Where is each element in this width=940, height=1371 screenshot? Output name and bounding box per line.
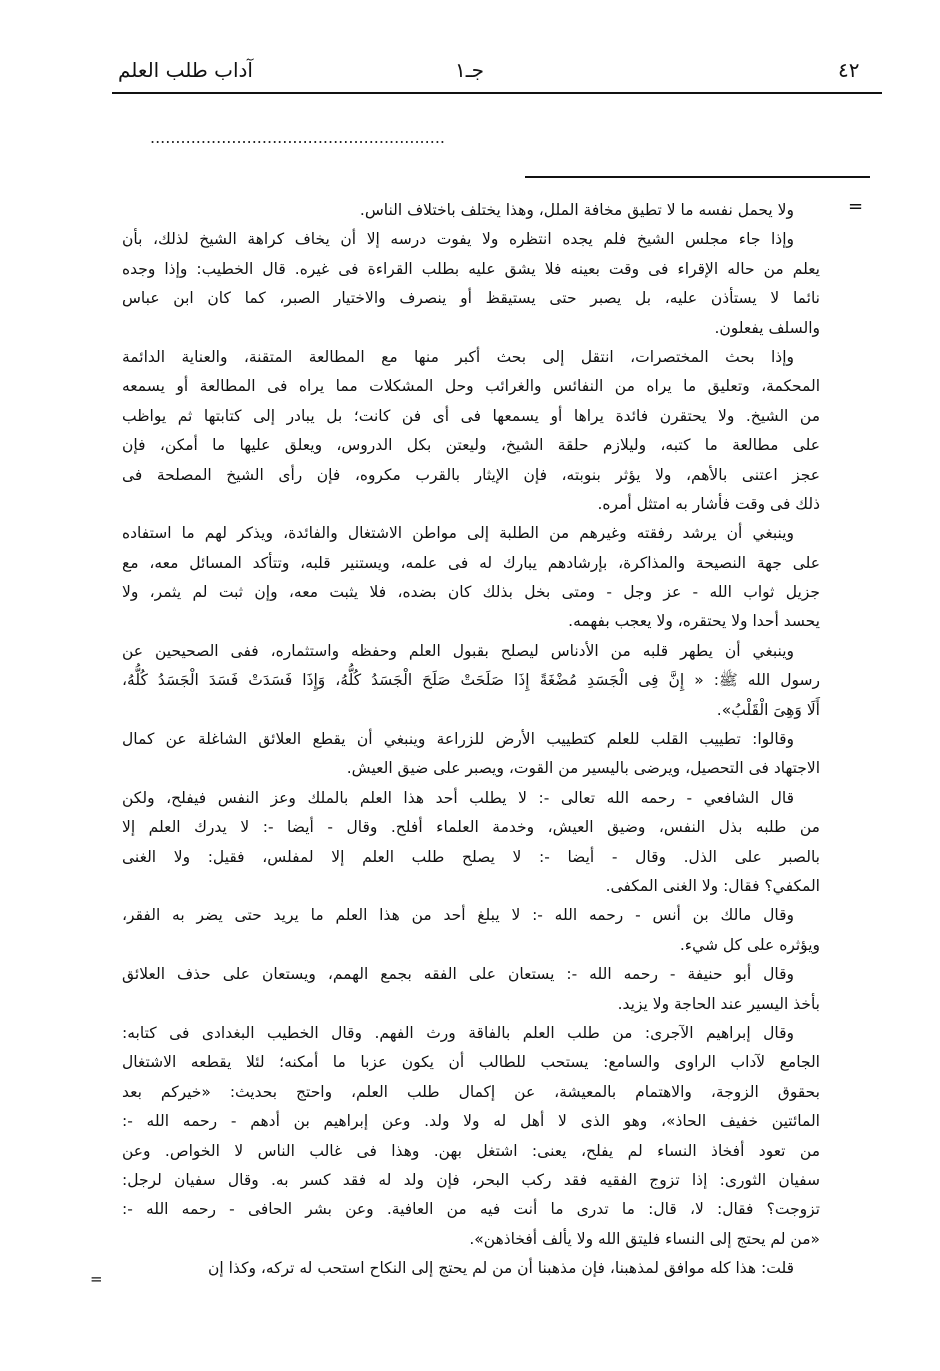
body-text bbox=[122, 196, 820, 1283]
text-line: من الشيخ. ولا يحتقرن فائدة يراها أو يسمعها فى أى فن كانت؛ بل يبادر إلى كتابتها ثم يواظب bbox=[122, 406, 820, 425]
text-line: وينبغي أن يطهر قلبه من الأدناس ليصلح بقبول العلم وحفظه واستثماره، ففى الصحيحين عن bbox=[122, 641, 794, 660]
text-line: وإذا بحث المختصرات، انتقل إلى بحث أكبر منها مع المطالعة المتقنة، والعناية الدائمة bbox=[122, 347, 794, 366]
separator-dots: .......................................................... bbox=[150, 128, 445, 147]
text-line: من طلبه بذل النفس، وضيق العيش، وخدمة العلماء أفلح. وقال - أيضا -: لا يدرك العلم إلا bbox=[122, 818, 820, 837]
text-line: من تعود أفخاذ النساء لم يفلح، يعنى: اشتغل بهن. وهذا فى غالب الناس لا الخواص. وعن bbox=[122, 1141, 820, 1160]
paragraph bbox=[122, 960, 820, 1019]
text-line: قلت: هذا كله موافق لمذهبنا، فإن مذهبنا أن من لم يحتج إلى النكاح استحب له تركه، وكذا إن bbox=[208, 1259, 794, 1278]
text-line: الجامع لآداب الراوى والسامع: يستحب للطالب أن يكون عزبا ما أمكنه؛ لئلا يقطعه الاشتغال bbox=[122, 1053, 820, 1072]
text-line: رسول الله ﷺ: « إِنَّ فِى الْجَسَدِ مُضْغَةً إِذَا صَلَحَتْ صَلَحَ الْجَسَدُ كُلُّهُ، وَإِذَا فَسَدَتْ فَسَدَ الْجَسَدُ كُلُّهُ، bbox=[122, 671, 820, 690]
book-title: آداب طلب العلم bbox=[118, 58, 253, 82]
paragraph bbox=[122, 1019, 820, 1254]
text-line: جزيل ثواب الله - عز وجل - ومتى بخل بذلك كان بضده، فلا يثبت معه، وإن ثبت لم يثمر، ولا bbox=[122, 583, 820, 602]
text-line: تزوجت؟ فقال: لا، قال: ما تدرى ما أنت فيه من العافية. وعن بشر الحافى - رحمه الله -: bbox=[122, 1200, 820, 1219]
text-line: ذلك فى وقت فأشار به امتثل أمره. bbox=[597, 494, 820, 513]
text-line: بحقوق الزوجة، والاهتمام بالمعيشة، عن إكمال طلب العلم، واحتج بحديث: «خيركم بعد bbox=[122, 1082, 820, 1101]
text-line: وقال مالك بن أنس - رحمه الله -: لا يبلغ أحد من هذا العلم ما يريد حتى يضر به الفقر، bbox=[122, 906, 794, 925]
paragraph bbox=[122, 225, 820, 343]
text-line: على مطالعة ما كتبه، وليلازم حلقة الشيخ، وليعتن بكل الدروس، ويعلق عليها ما أمكن، فإن bbox=[122, 436, 820, 455]
paragraph bbox=[122, 725, 820, 784]
text-line: يحسد أحدا ولا يحتقره، ولا يعجب بفهمه. bbox=[568, 612, 820, 631]
text-line: وقال إبراهيم الآجرى: من طلب العلم بالفاقة ورث الفهم. وقال الخطيب البغدادى فى كتابه: bbox=[122, 1023, 794, 1042]
text-line: بالصبر على الذل. وقال - أيضا -: لا يصلح طلب العلم إلا لمفلس، فقيل: ولا الغنى bbox=[122, 847, 820, 866]
text-line: أَلَا وَهِىَ الْقَلْبُ». bbox=[716, 700, 820, 719]
text-line: على جهة النصيحة والمذاكرة، بإرشادهم يبارك له فى علمه، ويستنير قلبه، وتتأكد المسائل معه، مع bbox=[122, 553, 820, 572]
text-line: عجز اعتنى بالأهم، ولا يؤثر بنوبته، فإن الإيثار بالقرب مكروه، فإن رأى الشيخ المصلحة فى bbox=[122, 465, 820, 484]
volume-label: جـ١ bbox=[455, 58, 484, 82]
text-line: وقال أبو حنيفة - رحمه الله -: يستعان على الفقه بجمع الهمم، ويستعان على حذف العلائق bbox=[122, 965, 794, 984]
text-line: بأخذ اليسير عند الحاجة ولا يزيد. bbox=[617, 994, 820, 1013]
text-line: ويؤثره على كل شيء. bbox=[679, 935, 820, 954]
paragraph bbox=[122, 343, 820, 519]
paragraph bbox=[122, 901, 820, 960]
page-number: ٤٢ bbox=[838, 58, 860, 82]
text-line: المكفي؟ فقال: ولا الغنى المكفى. bbox=[605, 876, 820, 895]
text-line: قال الشافعي - رحمه الله تعالى -: لا يطلب أحد هذا العلم بالملك وعز النفس فيفلح، ولكن bbox=[122, 788, 794, 807]
paragraph bbox=[122, 196, 820, 225]
text-line: وقالوا: تطييب القلب للعلم كتطييب الأرض للزراعة وينبغي أن يقطع العلائق الشاغلة عن كمال bbox=[122, 730, 794, 749]
paragraph bbox=[122, 519, 820, 637]
text-line: والسلف يفعلون. bbox=[714, 318, 820, 337]
text-line: المائتين خفيف الحاذ»، وهو الذى لا أهل له ولا ولد. وعن إبراهيم بن أدهم - رحمه الله -: bbox=[122, 1112, 820, 1131]
text-line: الاجتهاد فى التحصيل، ويرضى باليسير من القوت، ويصبر على ضيق العيش. bbox=[346, 759, 820, 778]
text-line: وينبغي أن يرشد رفقته وغيرهم من الطلبة إلى مواطن الاشتغال والفائدة، ويذكر لهم ما استفاده bbox=[122, 524, 794, 543]
header-rule bbox=[112, 92, 882, 94]
text-line: نائما لا يستأذن عليه، بل يصبر حتى يستيقظ أو ينصرف والاختيار الصبر، كما كان ابن عباس bbox=[122, 289, 820, 308]
footnote-rule bbox=[525, 176, 870, 178]
text-line: المحكمة، وتعليق ما يراه من النفائس والغرائب وحل المشكلات مما يراه فى المطالعة أو يسمعه bbox=[122, 377, 820, 396]
text-line: يعلم من حاله الإقراء فى وقت بعينه فلا يشق عليه بطلب القراءة فى غيره. قال الخطيب: وإذا وجده bbox=[122, 259, 820, 278]
text-line: ولا يحمل نفسه ما لا تطيق مخافة الملل، وهذا يختلف باختلاف الناس. bbox=[359, 201, 794, 219]
paragraph bbox=[122, 637, 820, 725]
paragraph bbox=[122, 1254, 820, 1283]
continuation-mark-top: = bbox=[848, 196, 864, 217]
text-line: وإذا جاء مجلس الشيخ فلم يجده انتظره ولا يفوت درسه إلا أن يخاف كراهة الشيخ لذلك، بأن bbox=[122, 230, 794, 249]
text-line: سفيان الثورى: إذا تزوج الفقيه فقد ركب البحر، فإن ولد له فقد كسر به. وقال سفيان لرجل: bbox=[122, 1170, 820, 1189]
text-line: «من لم يحتج إلى النساء فليتق الله ولا يألف أفخاذهن». bbox=[469, 1229, 820, 1248]
paragraph bbox=[122, 784, 820, 902]
continuation-mark-bottom: = bbox=[90, 1270, 103, 1288]
